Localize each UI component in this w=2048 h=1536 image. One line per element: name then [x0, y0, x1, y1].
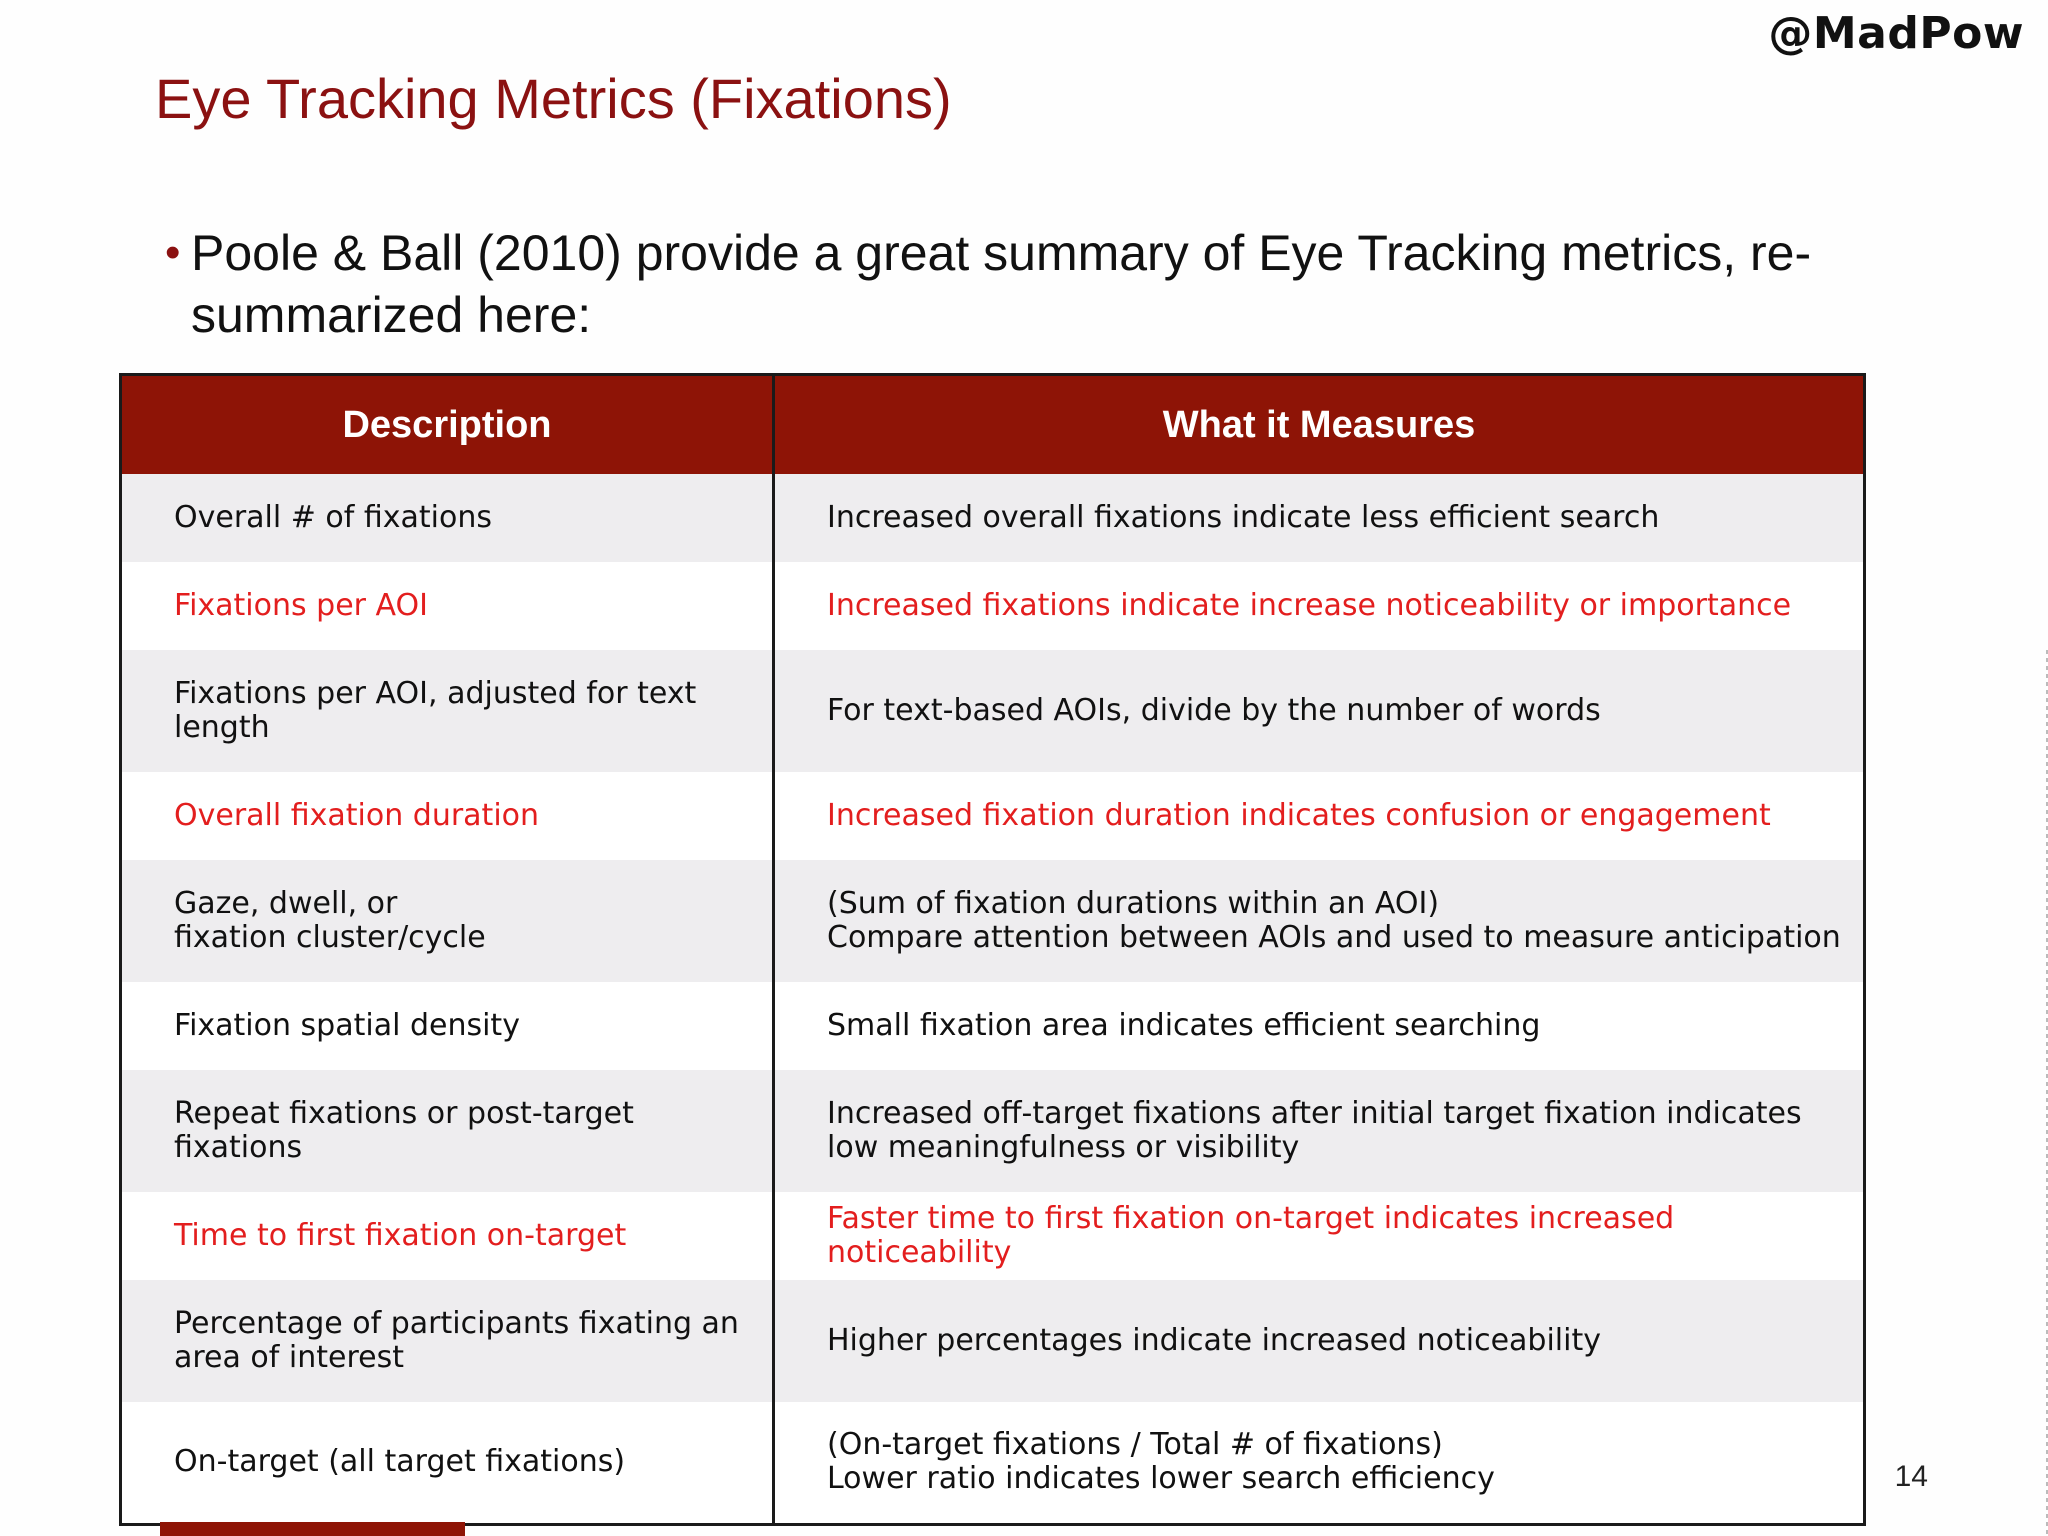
row-measures: Increased fixations indicate increase noticeability or importance	[774, 562, 1865, 650]
row-measures: Increased overall fixations indicate less efficient search	[774, 474, 1865, 562]
bullet-text: Poole & Ball (2010) provide a great summary of Eye Tracking metrics, re-summarized here:	[191, 225, 1812, 343]
row-measures: Increased fixation duration indicates confusion or engagement	[774, 772, 1865, 860]
row-measures: (On-target fixations / Total # of fixations) Lower ratio indicates lower search efficiency	[774, 1402, 1865, 1524]
row-measures: (Sum of fixation durations within an AOI) Compare attention between AOIs and used to measure anticipation	[774, 860, 1865, 982]
table-row	[121, 1402, 1865, 1524]
table-row	[121, 860, 1865, 982]
row-measures: Small fixation area indicates efficient searching	[774, 982, 1865, 1070]
table-row-highlighted	[121, 772, 1865, 860]
slide-title: Eye Tracking Metrics (Fixations)	[155, 67, 952, 130]
row-measures: Increased off-target fixations after initial target fixation indicates low meaningfulness or visibility	[774, 1070, 1865, 1192]
table-row	[121, 650, 1865, 772]
table-row-highlighted	[121, 1192, 1865, 1280]
table-row	[121, 982, 1865, 1070]
header-what-it-measures: What it Measures	[774, 375, 1865, 475]
row-description: Fixations per AOI	[121, 562, 774, 650]
row-description: Time to first fixation on-target	[121, 1192, 774, 1280]
row-description: Gaze, dwell, or fixation cluster/cycle	[121, 860, 774, 982]
table-row	[121, 1070, 1865, 1192]
metrics-table	[119, 373, 1866, 1526]
footer-accent-bar	[160, 1522, 465, 1536]
row-description: On-target (all target fixations)	[121, 1402, 774, 1524]
bullet-point	[165, 222, 1911, 346]
row-measures: Faster time to first fixation on-target indicates increased noticeability	[774, 1192, 1865, 1280]
row-description: Repeat fixations or post-target fixations	[121, 1070, 774, 1192]
row-description: Percentage of participants fixating an area of interest	[121, 1280, 774, 1402]
row-description: Overall # of fixations	[121, 474, 774, 562]
row-measures: For text-based AOIs, divide by the number of words	[774, 650, 1865, 772]
table-row	[121, 1280, 1865, 1402]
table-row-highlighted	[121, 562, 1865, 650]
table-header-row	[121, 375, 1865, 475]
table-row	[121, 474, 1865, 562]
header-description: Description	[121, 375, 774, 475]
twitter-handle: @MadPow	[1768, 8, 2024, 59]
bullet-dot-icon: •	[165, 228, 181, 277]
page-number: 14	[1894, 1460, 1928, 1493]
row-description: Fixations per AOI, adjusted for text length	[121, 650, 774, 772]
row-measures: Higher percentages indicate increased noticeability	[774, 1280, 1865, 1402]
row-description: Overall fixation duration	[121, 772, 774, 860]
row-description: Fixation spatial density	[121, 982, 774, 1070]
